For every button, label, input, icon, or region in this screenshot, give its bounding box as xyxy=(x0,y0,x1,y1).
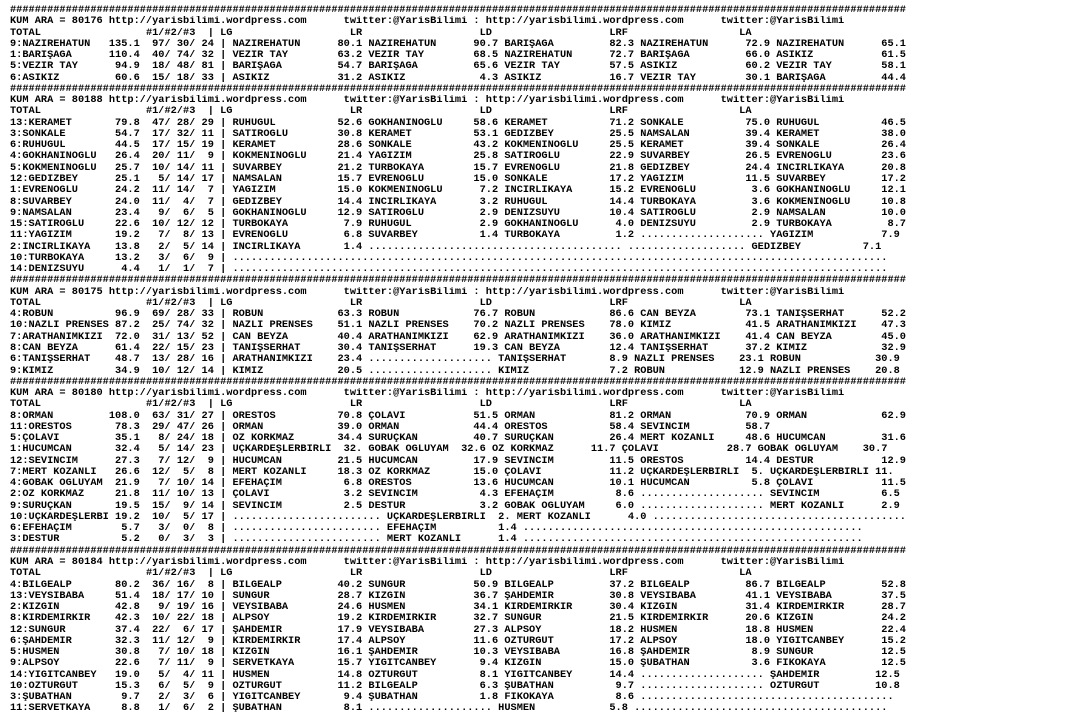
result-row: 5:KÖKMENİNOĞLU 25.7 10/ 14/ 11 | SUVARBEY 21.2 TURBOKAYA 15.7 EVRENOĞLU 21.8 GEDİZBEY 24.4 İNCİRLİKAYA 20.8 xyxy=(10,162,906,174)
column-header-line: TOTAL #1/#2/#3 | LG LR LD LRF LA xyxy=(10,568,752,580)
result-row: 4:GOBAK OĞLUYAM 21.9 7/ 10/ 14 | EFEHAÇİM 6.8 ORESTOS 13.6 HÜCUMCAN 10.1 HÜCUMCAN 5.8 ÇOLAVI 11.5 xyxy=(10,478,906,490)
column-header-line: TOTAL #1/#2/#3 | LG LR LD LRF LA xyxy=(10,399,752,411)
race-header-line: KUM ARA = 80176 http://yarisbilimi.wordpress.com twitter:@YarisBilimi : http://yarisbilimi.wordpress.com twitter:@YarisBilimi xyxy=(10,16,845,28)
race-header-line: KUM ARA = 80184 http://yarisbilimi.wordpress.com twitter:@YarisBilimi : http://yarisbilimi.wordpress.com twitter:@YarisBilimi xyxy=(10,557,845,569)
result-row: 5:HÜSMEN 30.8 7/ 10/ 18 | KIZGIN 16.1 ŞAHDEMİR 10.3 VEYSIBABA 16.8 ŞAHDEMİR 8.9 SUNGUR 12.5 xyxy=(10,647,906,659)
result-row: 11:ORESTOS 78.3 29/ 47/ 26 | ORMAN 39.0 ORMAN 44.4 ORESTOS 58.4 SEVİNCİM 58.7 xyxy=(10,421,771,433)
result-row: 2:ÖZ KORKMAZ 21.8 11/ 10/ 13 | ÇOLAVI 3.2 SEVİNCİM 4.3 EFEHAÇİM 8.6 .................... SEVİNCİM 6.5 xyxy=(10,489,900,501)
result-row: 6:EFEHAÇİM 5.7 3/ 0/ 8 | ........................ EFEHAÇİM 1.4 ....................................................... xyxy=(10,523,863,535)
result-row: 9:KIMIZ 34.9 10/ 12/ 14 | KIMIZ 20.5 .................... KIMIZ 7.2 ROBUN 12.9 NAZLI PRENSES 20.8 xyxy=(10,365,900,377)
separator-line: ################################################################################################################################################# xyxy=(10,275,906,287)
result-row: 9:ALPSOY 22.6 7/ 11/ 9 | SERVETKAYA 15.7 YİĞİTCANBEY 9.4 KIZGIN 15.0 ŞUBATHAN 3.6 FİKOKAYA 12.5 xyxy=(10,658,906,670)
result-row: 11:SERVETKAYA 8.8 1/ 6/ 2 | ŞUBATHAN 8.1 .................... HÜSMEN 5.8 ......................................... xyxy=(10,703,888,715)
result-row: 3:ŞUBATHAN 9.7 2/ 3/ 6 | YİĞİTCANBEY 9.4 ŞUBATHAN 1.8 FİKOKAYA 8.6 ......................................... xyxy=(10,692,894,704)
result-row: 9:NAZİREHATUN 135.1 97/ 30/ 24 | NAZİREHATUN 80.1 NAZİREHATUN 90.7 BARIŞAĞA 82.3 NAZİREHATUN 72.9 NAZİREHATUN 65.1 xyxy=(10,38,906,50)
result-row: 5:VEZİR TAY 94.9 18/ 48/ 81 | BARIŞAĞA 54.7 BARIŞAĞA 65.6 VEZİR TAY 57.5 ASIKIZ 60.2 VEZİR TAY 58.1 xyxy=(10,61,906,73)
race-header-line: KUM ARA = 80180 http://yarisbilimi.wordpress.com twitter:@YarisBilimi : http://yarisbilimi.wordpress.com twitter:@YarisBilimi xyxy=(10,388,845,400)
result-row: 6:ASIKIZ 60.6 15/ 18/ 33 | ASIKIZ 31.2 ASIKIZ 4.3 ASIKIZ 16.7 VEZİR TAY 30.1 BARIŞAĞA 44.4 xyxy=(10,72,906,84)
result-row: 9:NAMSALAN 23.4 9/ 6/ 5 | GÖKHANINOĞLU 12.9 SATIROĞLU 2.9 DENİZSUYU 10.4 SATIROĞLU 2.9 NAMSALAN 10.0 xyxy=(10,207,906,219)
result-row: 4:ROBUN 96.9 69/ 28/ 33 | ROBUN 63.3 ROBUN 76.7 ROBUN 86.6 CAN BEYZA 73.1 TANIŞSERHAT 52.2 xyxy=(10,309,906,321)
separator-line: ################################################################################################################################################# xyxy=(10,545,906,557)
result-row: 11:YAĞIZIM 19.2 7/ 8/ 13 | EVRENOĞLU 6.8 SUVARBEY 1.4 TURBOKAYA 1.2 .................... YAĞIZIM 7.9 xyxy=(10,230,900,242)
result-row: 6:ŞAHDEMİR 32.3 11/ 12/ 9 | KIRDEMİRKIR 17.4 ALPSOY 11.6 ÖZTURGUT 17.2 ALPSOY 18.0 YİĞİTCANBEY 15.2 xyxy=(10,635,906,647)
result-row: 6:TANIŞSERHAT 48.7 13/ 28/ 16 | ARATHANIMKIZI 23.4 .................... TANIŞSERHAT 8.9 NAZLI PRENSES 23.1 ROBUN 30.9 xyxy=(10,354,900,366)
result-row: 1:BARIŞAĞA 110.4 40/ 74/ 32 | VEZİR TAY 63.2 VEZİR TAY 68.5 NAZİREHATUN 72.7 BARIŞAĞA 66.0 ASIKIZ 61.5 xyxy=(10,50,906,62)
result-row: 12:SUNGUR 37.4 22/ 6/ 17 | ŞAHDEMİR 17.9 VEYSIBABA 27.3 ALPSOY 18.2 HÜSMEN 18.8 HÜSMEN 22.4 xyxy=(10,624,906,636)
result-row: 4:BILGEALP 80.2 36/ 16/ 8 | BILGEALP 40.2 SUNGUR 50.9 BILGEALP 37.2 BILGEALP 86.7 BILGEALP 52.8 xyxy=(10,579,906,591)
separator-line: ################################################################################################################################################# xyxy=(10,5,906,16)
result-row: 10:ÜÇKARDEŞLERBİ 19.2 10/ 5/ 17 | ........................ ÜÇKARDEŞLERBİRLİ 2. MERT KOZANLI 4.0 ......................................... xyxy=(10,511,906,523)
column-header-line: TOTAL #1/#2/#3 | LG LR LD LRF LA xyxy=(10,297,752,309)
result-row: 6:RUHUGÜL 44.5 17/ 15/ 19 | KERAMET 28.6 SONKALE 43.2 KÖKMENİNOĞLU 25.5 KERAMET 39.4 SONKALE 26.4 xyxy=(10,140,906,152)
result-row: 13:VEYSIBABA 51.4 18/ 17/ 10 | SUNGUR 28.7 KIZGIN 36.7 ŞAHDEMİR 30.8 VEYSIBABA 41.1 VEYSIBABA 37.5 xyxy=(10,590,906,602)
result-row: 9:SURUÇKAN 19.5 15/ 9/ 14 | SEVİNCİM 2.5 DESTUR 3.2 GOBAK OĞLUYAM 6.0 .................... MERT KOZANLI 2.9 xyxy=(10,500,900,512)
result-row: 2:İNCİRLİKAYA 13.8 2/ 5/ 14 | İNCİRLİKAYA 1.4 ......................................... ................... GEDİZBEY 7.1 xyxy=(10,241,882,253)
result-row: 12:SEVİNCİM 27.3 7/ 12/ 9 | HÜCUMCAN 21.5 HÜCUMCAN 17.9 SEVİNCİM 11.5 ORESTOS 14.4 DESTUR 12.9 xyxy=(10,455,906,467)
column-header-line: TOTAL #1/#2/#3 | LG LR LD LRF LA xyxy=(10,106,752,118)
result-row: 3:SONKALE 54.7 17/ 32/ 11 | SATIROĞLU 30.8 KERAMET 53.1 GEDİZBEY 25.5 NAMSALAN 39.4 KERAMET 38.0 xyxy=(10,128,906,140)
result-row: 10:TURBOKAYA 13.2 3/ 6/ 9 | .......................................................................................................... xyxy=(10,252,888,264)
result-row: 7:ARATHANIMKIZI 72.0 31/ 13/ 52 | CAN BEYZA 40.4 ARATHANIMKIZI 62.9 ARATHANIMKIZI 36.0 ARATHANIMKIZI 41.4 CAN BEYZA 45.0 xyxy=(10,331,906,343)
result-row: 14:DENİZSUYU 4.4 1/ 1/ 7 | .......................................................................................................... xyxy=(10,264,888,276)
result-row: 15:SATIROĞLU 22.6 10/ 12/ 12 | TURBOKAYA 7.9 RUHUGÜL 2.9 GÖKHANINOĞLU 4.0 DENİZSUYU 2.9 TURBOKAYA 8.7 xyxy=(10,219,906,231)
result-row: 1:EVRENOĞLU 24.2 11/ 14/ 7 | YAĞIZIM 15.0 KÖKMENİNOĞLU 7.2 İNCİRLİKAYA 15.2 EVRENOĞLU 3.6 GÖKHANINOĞLU 12.1 xyxy=(10,185,906,197)
separator-line: ################################################################################################################################################# xyxy=(10,376,906,388)
result-row: 10:NAZLI PRENSES 87.2 25/ 74/ 32 | NAZLI PRENSES 51.1 NAZLI PRENSES 70.2 NAZLI PRENSES 78.0 KIMIZ 41.5 ARATHANIMKIZI 47.3 xyxy=(10,320,906,332)
race-results-document xyxy=(10,5,906,715)
race-header-line: KUM ARA = 80188 http://yarisbilimi.wordpress.com twitter:@YarisBilimi : http://yarisbilimi.wordpress.com twitter:@YarisBilimi xyxy=(10,95,845,107)
result-row: 4:GÖKHANINOĞLU 26.4 20/ 11/ 9 | KÖKMENİNOĞLU 21.4 YAĞIZIM 25.8 SATIROĞLU 22.9 SUVARBEY 26.5 EVRENOĞLU 23.6 xyxy=(10,151,906,163)
result-row: 14:YİĞİTCANBEY 19.0 5/ 4/ 11 | HÜSMEN 14.8 ÖZTURGUT 8.1 YİĞİTCANBEY 14.4 .................... ŞAHDEMİR 12.5 xyxy=(10,669,900,681)
result-row: 1:HÜCUMCAN 32.4 5/ 14/ 23 | ÜÇKARDEŞLERBİRLİ 32. GOBAK OĞLUYAM 32.6 ÖZ KORKMAZ 11.7 ÇOLAVI 28.7 GOBAK OĞLUYAM 30.7 xyxy=(10,444,888,456)
result-row: 10:ÖZTURGUT 15.3 6/ 5/ 9 | ÖZTURGUT 11.2 BILGEALP 6.3 ŞUBATHAN 9.7 .................... ÖZTURGUT 10.8 xyxy=(10,680,900,692)
separator-line: ################################################################################################################################################# xyxy=(10,83,906,95)
result-row: 8:SUVARBEY 24.0 11/ 4/ 7 | GEDİZBEY 14.4 İNCİRLİKAYA 3.2 RUHUGÜL 14.4 TURBOKAYA 3.6 KÖKMENİNOĞLU 10.8 xyxy=(10,196,906,208)
result-row: 5:ÇOLAVI 35.1 8/ 24/ 18 | ÖZ KORKMAZ 34.4 SURUÇKAN 40.7 SURUÇKAN 26.4 MERT KOZANLI 48.6 HÜCUMCAN 31.6 xyxy=(10,433,906,445)
column-header-line: TOTAL #1/#2/#3 | LG LR LD LRF LA xyxy=(10,27,752,39)
result-row: 8:CAN BEYZA 61.4 22/ 15/ 23 | TANIŞSERHAT 30.4 TANIŞSERHAT 19.3 CAN BEYZA 12.4 TANIŞSERHAT 37.2 KIMIZ 32.9 xyxy=(10,342,906,354)
result-row: 8:KIRDEMİRKIR 42.3 10/ 22/ 18 | ALPSOY 19.2 KIRDEMİRKIR 32.7 SUNGUR 21.5 KIRDEMİRKIR 20.6 KIZGIN 24.2 xyxy=(10,613,906,625)
result-row: 3:DESTUR 5.2 0/ 3/ 3 | ........................ MERT KOZANLI 1.4 ....................................................... xyxy=(10,534,863,546)
result-row: 7:MERT KOZANLI 26.6 12/ 5/ 8 | MERT KOZANLI 18.3 ÖZ KORKMAZ 15.0 ÇOLAVI 11.2 ÜÇKARDEŞLERBİRLİ 5. ÜÇKARDEŞLERBİRLİ 11. xyxy=(10,466,894,478)
result-row: 2:KIZGIN 42.8 9/ 19/ 16 | VEYSIBABA 24.6 HÜSMEN 34.1 KIRDEMİRKIR 30.4 KIZGIN 31.4 KIRDEMİRKIR 28.7 xyxy=(10,602,906,614)
result-row: 12:GEDİZBEY 25.1 5/ 14/ 17 | NAMSALAN 15.7 EVRENOĞLU 15.0 SONKALE 17.2 YAĞIZIM 11.5 SUVARBEY 17.2 xyxy=(10,173,906,185)
result-row: 13:KERAMET 79.8 47/ 28/ 29 | RUHUGÜL 52.6 GÖKHANINOĞLU 58.6 KERAMET 71.2 SONKALE 75.0 RUHUGÜL 46.5 xyxy=(10,117,906,129)
result-row: 8:ORMAN 108.0 63/ 31/ 27 | ORESTOS 70.8 ÇOLAVI 51.5 ORMAN 81.2 ORMAN 70.9 ORMAN 62.9 xyxy=(10,410,906,422)
race-header-line: KUM ARA = 80175 http://yarisbilimi.wordpress.com twitter:@YarisBilimi : http://yarisbilimi.wordpress.com twitter:@YarisBilimi xyxy=(10,286,845,298)
